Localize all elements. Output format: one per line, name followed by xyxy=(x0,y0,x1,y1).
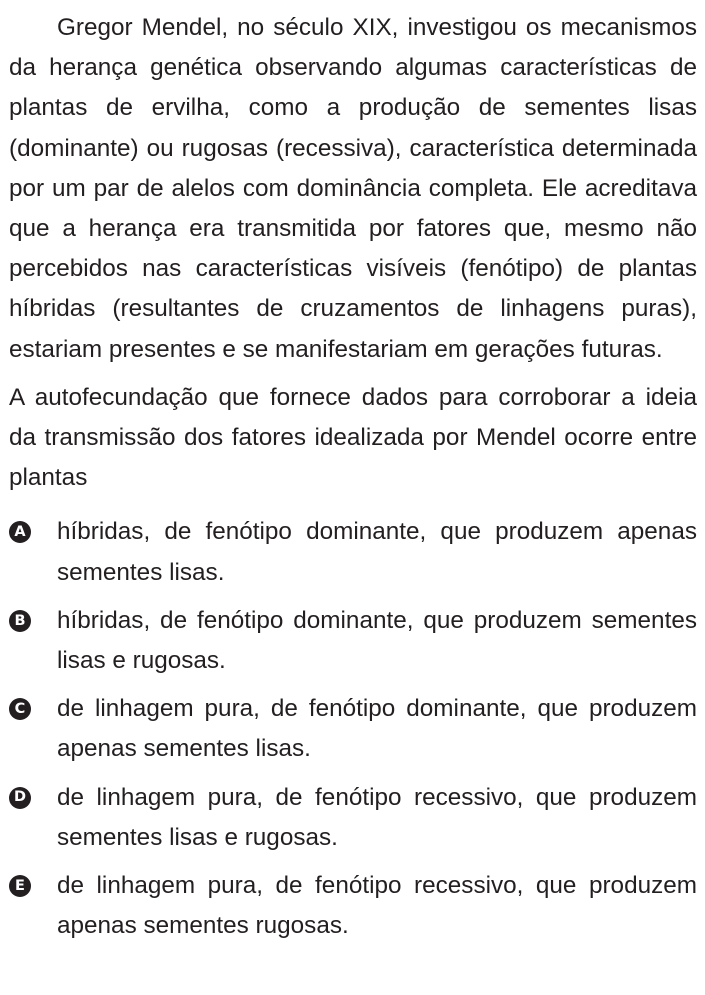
option-e[interactable] xyxy=(9,866,697,946)
option-a-text: híbridas, de fenótipo dominante, que produzem apenas sementes lisas. xyxy=(57,518,697,586)
option-a-letter-badge: A xyxy=(9,521,31,543)
question-stem: A autofecundação que fornece dados para corroborar a ideia da transmissão dos fatores idealizada por Mendel ocorre entre plantas xyxy=(9,383,697,492)
option-c-letter-badge: C xyxy=(9,698,31,720)
option-d-letter-badge: D xyxy=(9,787,31,809)
option-b-letter-badge: B xyxy=(9,610,31,632)
option-d[interactable] xyxy=(9,778,697,858)
option-a[interactable] xyxy=(9,512,697,592)
option-c[interactable] xyxy=(9,689,697,769)
option-e-letter-badge: E xyxy=(9,875,31,897)
intro-paragraph: Gregor Mendel, no século XIX, investigou os mecanismos da herança genética observando algumas características de plantas de ervilha, como a produção de sementes lisas (dominante) ou rugosas (recessiva), característica determinada por um par de alelos com dominância completa. Ele acreditava que a herança era transmitida por fatores que, mesmo não percebidos nas características visíveis (fenótipo) de plantas híbridas (resultantes de cruzamentos de linhagens puras), estariam presentes e se manifestariam em gerações futuras. xyxy=(9,14,697,363)
question-page xyxy=(9,8,697,954)
option-e-text: de linhagem pura, de fenótipo recessivo, que produzem apenas sementes rugosas. xyxy=(57,872,697,940)
answer-options xyxy=(9,512,697,946)
option-c-text: de linhagem pura, de fenótipo dominante, que produzem apenas sementes lisas. xyxy=(57,695,697,763)
option-b[interactable] xyxy=(9,601,697,681)
option-b-text: híbridas, de fenótipo dominante, que produzem sementes lisas e rugosas. xyxy=(57,606,697,675)
option-d-text: de linhagem pura, de fenótipo recessivo, que produzem sementes lisas e rugosas. xyxy=(57,783,697,851)
